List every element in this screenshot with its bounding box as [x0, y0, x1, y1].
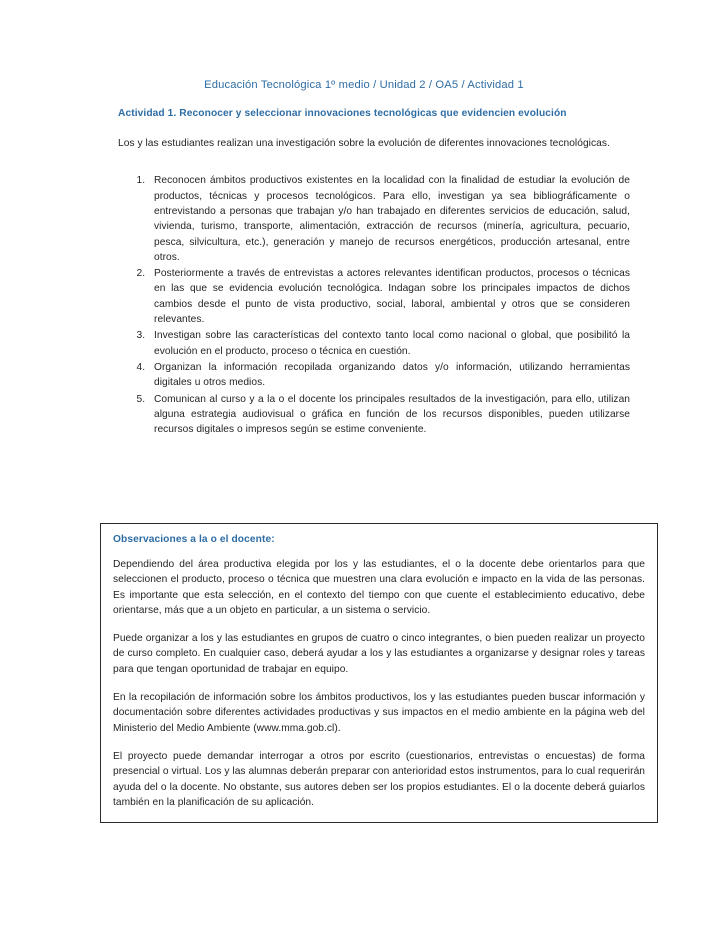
list-item: 5. Comunican al curso y a la o el docente los principales resultados de la investigación, para ello, utilizan alguna estrategia audiovisual o gráfica en función de los recursos disponibles, pueden utilizarse recursos digitales o impresos según se estime conveniente. — [148, 392, 630, 438]
teacher-note-paragraph: En la recopilación de información sobre los ámbitos productivos, los y las estudiantes pueden buscar información y documentación sobre diferentes actividades productivas y sus impactos en el medio ambiente en la página web del Ministerio del Medio Ambiente (www.mma.gob.cl). — [113, 692, 645, 734]
document-breadcrumb-title: Educación Tecnológica 1º medio / Unidad 2 / OA5 / Actividad 1 — [204, 79, 524, 91]
list-item: 4. Organizan la información recopilada organizando datos y/o información, utilizando herramientas digitales u otros medios. — [148, 360, 630, 391]
teacher-notes-title: Observaciones a la o el docente: — [113, 534, 275, 545]
intro-paragraph: Los y las estudiantes realizan una investigación sobre la evolución de diferentes innovaciones tecnológicas. — [118, 138, 610, 150]
activity-heading: Actividad 1. Reconocer y seleccionar innovaciones tecnológicas que evidencien evolución — [118, 107, 567, 119]
list-item: 1. Reconocen ámbitos productivos existentes en la localidad con la finalidad de estudiar la evolución de productos, técnicas y procesos tecnológicos. Para ello, investigan ya sea bibliográficamente o entrevistando a personas que trabajan y/o han trabajado en diferentes servicios de educación, salud, vivienda, turismo, transporte, alimentación, extracción de recursos (minería, agricultura, pecuario, pesca, silvicultura, etc.), generación y manejo de recursos energéticos, producción artesanal, entre otros. — [148, 173, 630, 265]
teacher-note-paragraph: Dependiendo del área productiva elegida por los y las estudiantes, el o la docente debe orientarlos para que seleccionen el producto, proceso o técnica que muestren una clara evolución e impacto en la vida de las personas. Es importante que esta selección, en el contexto del tiempo con que cuente el establecimiento educativo, debe orientarse, más que a un objeto en particular, a un sistema o servicio. — [113, 559, 645, 616]
teacher-notes-box — [100, 523, 658, 823]
list-item: 2. Posteriormente a través de entrevistas a actores relevantes identifican productos, procesos o técnicas en las que se evidencia evolución tecnológica. Indagan sobre los principales impactos de dichos cambios desde el punto de vista productivo, social, laboral, ambiental y otros que se consideren relevantes. — [148, 266, 630, 327]
list-item: 3. Investigan sobre las características del contexto tanto local como nacional o global, que posibilitó la evolución en el producto, proceso o técnica en cuestión. — [148, 328, 630, 359]
activity-steps-list — [118, 173, 630, 437]
teacher-note-paragraph: El proyecto puede demandar interrogar a otros por escrito (cuestionarios, entrevistas o encuestas) de forma presencial o virtual. Los y las alumnas deberán preparar con anterioridad estos instrumentos, para lo cual requerirán ayuda del o la docente. No obstante, sus autores deben ser los propios estudiantes. El o la docente deberá guiarlos también en la planificación de su aplicación. — [113, 750, 645, 808]
teacher-note-paragraph: Puede organizar a los y las estudiantes en grupos de cuatro o cinco integrantes, o bien pueden realizar un proyecto de curso completo. En cualquier caso, deberá ayudar a los y las estudiantes a organizarse y designar roles y tareas para que tengan oportunidad de trabajar en equipo. — [113, 633, 645, 675]
